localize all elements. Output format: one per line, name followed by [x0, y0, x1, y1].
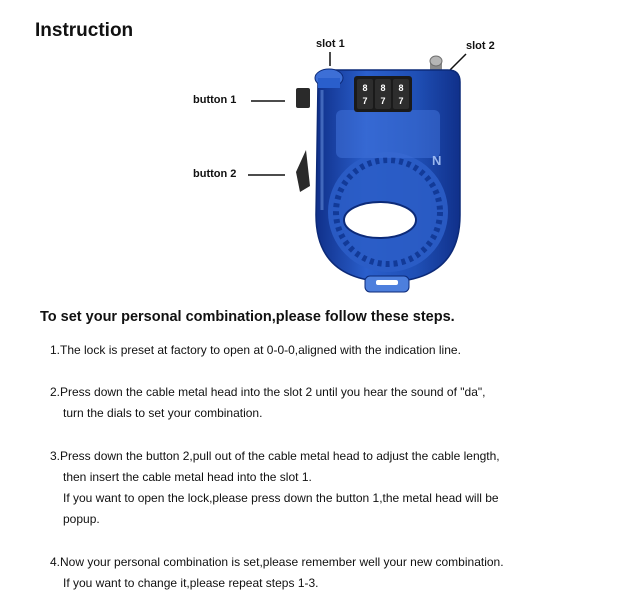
step-3-line-4: popup.	[63, 512, 100, 526]
slot-1-label: slot 1	[316, 38, 345, 50]
step-3-line-2: then insert the cable metal head into the slot 1.	[63, 470, 312, 484]
dial-2-top: 8	[380, 83, 386, 93]
lock-illustration	[296, 56, 460, 292]
step-2-line-1: 2.Press down the cable metal head into the slot 2 until you hear the sound of "da",	[50, 385, 486, 399]
step-4-line-1: 4.Now your personal combination is set,please remember well your new combination.	[50, 555, 504, 569]
step-3-line-1: 3.Press down the button 2,pull out of the cable metal head to adjust the cable length,	[50, 449, 500, 463]
button-1-label: button 1	[193, 94, 237, 106]
dial-3-bottom: 7	[398, 96, 404, 106]
steps-heading: To set your personal combination,please follow these steps.	[40, 309, 455, 325]
slot2-pointer	[449, 54, 466, 71]
step-4	[50, 552, 504, 594]
slot-2-label: slot 2	[466, 40, 495, 52]
svg-text:N: N	[432, 153, 442, 168]
button-2-label: button 2	[193, 168, 237, 180]
step-2	[50, 382, 485, 424]
step-4-line-2: If you want to change it,please repeat steps 1-3.	[63, 576, 319, 590]
dial-3-top: 8	[398, 83, 404, 93]
step-3	[50, 446, 500, 530]
oval-hole	[344, 202, 416, 238]
step-1-line-1: 1.The lock is preset at factory to open at 0-0-0,aligned with the indication line.	[50, 343, 461, 357]
dial-2-bottom: 7	[380, 96, 386, 106]
combination-dials	[354, 76, 412, 112]
button-1-shape	[296, 88, 310, 108]
page-title: Instruction	[35, 20, 134, 41]
step-2-line-2: turn the dials to set your combination.	[63, 406, 263, 420]
dial-1-top: 8	[362, 83, 368, 93]
dial-1-bottom: 7	[362, 96, 368, 106]
step-3-line-3: If you want to open the lock,please press down the button 1,the metal head will be	[63, 491, 499, 505]
step-1	[50, 340, 461, 361]
button-2-shape	[296, 150, 310, 192]
